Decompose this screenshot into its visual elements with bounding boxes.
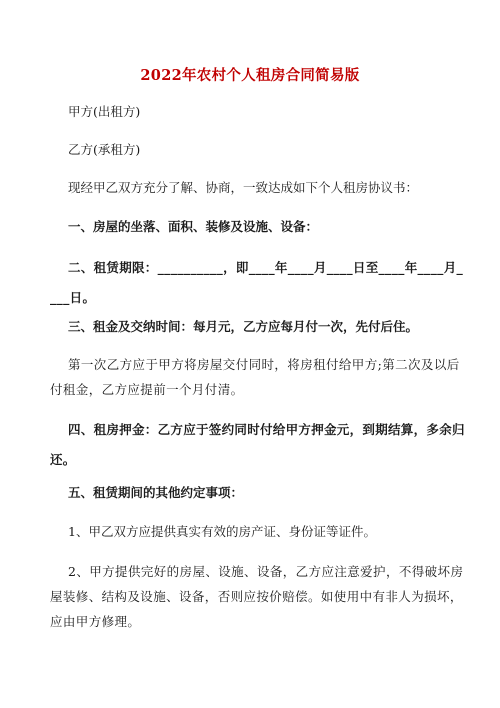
clause-3-body: 第一次乙方应于甲方将房屋交付同时，将房租付给甲方;第二次及以后付租金，乙方应提前一个月付清。 [50, 357, 460, 397]
item-2-text: 2、甲方提供完好的房屋、设施、设备，乙方应注意爱护，不得破坏房屋装修、结构及设施、设备，否则应按价赔偿。如使用中有非人为损坏，应由甲方修理。 [50, 564, 464, 629]
clause-5-heading: 五、租赁期间的其他约定事项： [68, 485, 244, 500]
item-1-text: 1、甲乙双方应提供真实有效的房产证、身份证等证件。 [68, 524, 376, 539]
clause-2-lease-term: 二、租赁期限：__________，即____年____月____日至____年____月____日。 [50, 260, 464, 305]
party-a-label: 甲方(出租方) [68, 104, 141, 119]
clause-3-heading: 三、租金及交纳时间：每月元，乙方应每月付一次，先付后住。 [68, 319, 419, 334]
clause-1-heading: 一、房屋的坐落、面积、装修及设施、设备： [68, 219, 319, 234]
document-title: 2022年农村个人租房合同简易版 [140, 67, 360, 84]
party-b-label: 乙方(承租方) [68, 142, 141, 157]
intro-text: 现经甲乙双方充分了解、协商，一致达成如下个人租房协议书： [68, 180, 419, 195]
clause-4-deposit: 四、租房押金：乙方应于签约同时付给甲方押金元，到期结算，多余归还。 [50, 422, 465, 467]
